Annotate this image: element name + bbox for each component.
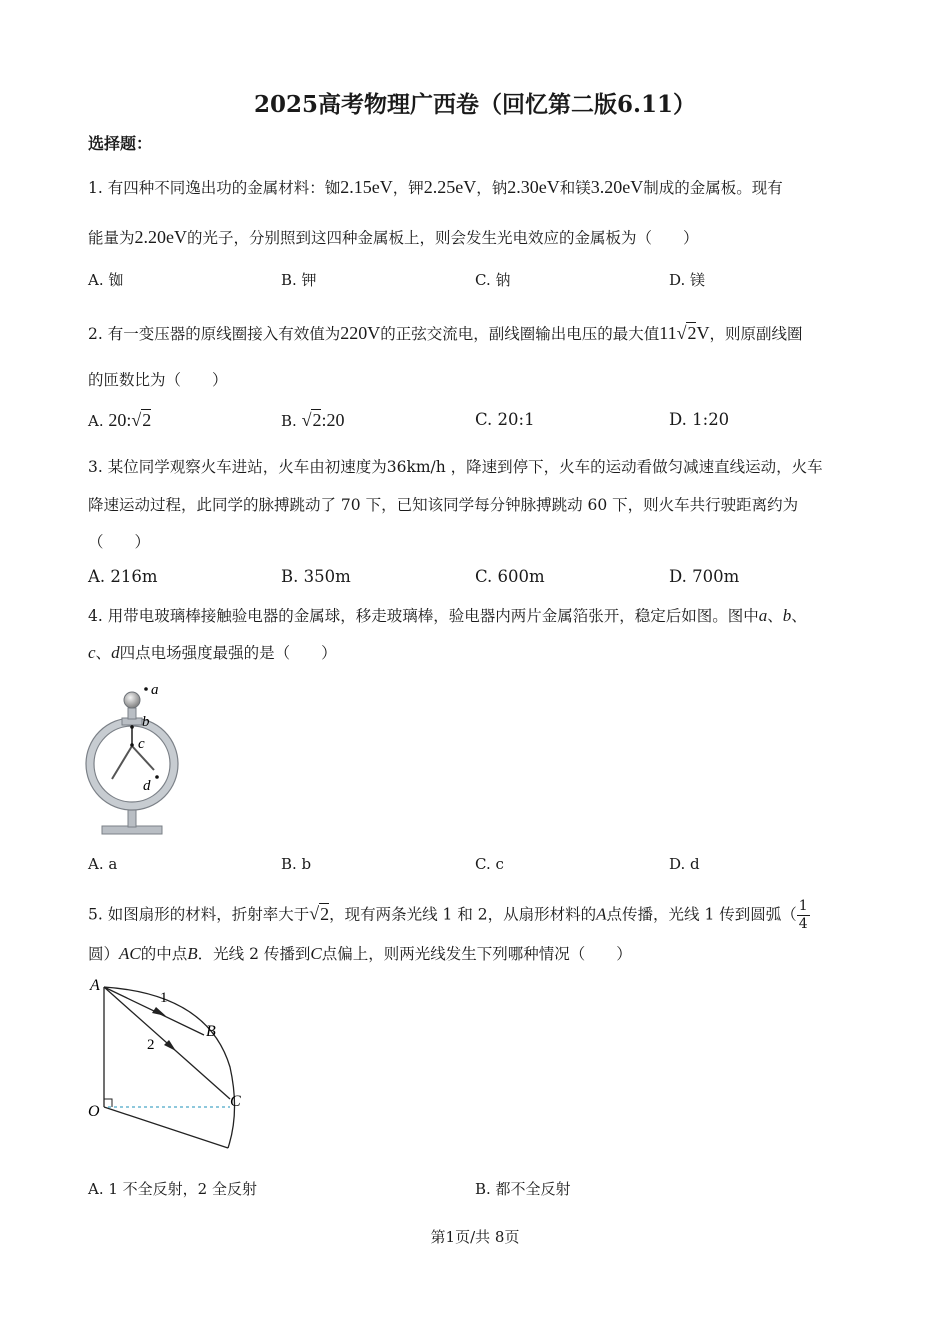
q1-option-d: D. 镁 bbox=[669, 271, 706, 289]
point-b bbox=[130, 725, 134, 729]
q4-option-c: C. c bbox=[475, 855, 504, 873]
q5-option-b: B. 都不全反射 bbox=[475, 1180, 571, 1198]
point-c bbox=[130, 743, 134, 747]
fig5-label-A: A bbox=[90, 977, 100, 994]
electroscope-figure bbox=[80, 680, 190, 840]
q1-line2: 能量为2.20eV的光子，分别照到这四种金属板上，则会发生光电效应的金属板为（ ） bbox=[88, 227, 699, 247]
fig5-label-B: B bbox=[206, 1023, 216, 1040]
label-a: a bbox=[151, 682, 159, 698]
q2-option-a: A. 20:√2 bbox=[88, 410, 152, 430]
page-footer: 第1页/共 8页 bbox=[430, 1228, 520, 1246]
q5-line1: 5. 如图扇形的材料，折射率大于√2，现有两条光线 1 和 2，从扇形材料的A点传播，光线 1 传到圆弧（ $\frac{1}{4}$ bbox=[88, 898, 808, 932]
q3-line2: 降速运动过程，此同学的脉搏跳动了 70 下，已知该同学每分钟脉搏跳动 60 下，则火车共行驶距离约为 bbox=[88, 496, 799, 514]
q3-option-b: B. 350m bbox=[281, 567, 351, 586]
q3-option-c: C. 600m bbox=[475, 567, 545, 586]
fig5-label-C: C bbox=[230, 1093, 241, 1110]
q4-line1: 4. 用带电玻璃棒接触验电器的金属球，移走玻璃棒，验电器内两片金属箔张开，稳定后如图。图中a、b、 bbox=[88, 606, 807, 625]
q4-option-d: D. d bbox=[669, 855, 700, 873]
q1-option-a: A. 铷 bbox=[88, 271, 124, 289]
q4-option-b: B. b bbox=[281, 855, 312, 873]
page-title: 2025高考物理广西卷（回忆第二版6.11） bbox=[253, 91, 697, 118]
fig5-label-O: O bbox=[88, 1103, 100, 1120]
label-b: b bbox=[142, 714, 150, 730]
point-d bbox=[155, 775, 159, 779]
label-d: d bbox=[143, 778, 151, 794]
q3-option-d: D. 700m bbox=[669, 567, 740, 586]
ray1-label: 1 bbox=[160, 990, 168, 1006]
q3-option-a: A. 216m bbox=[88, 567, 158, 586]
q2-line1: 2. 有一变压器的原线圈接入有效值为220V的正弦交流电，副线圈输出电压的最大值11√2V，则原副线圈 bbox=[88, 323, 803, 343]
ray2-label: 2 bbox=[147, 1037, 155, 1053]
q2-option-b: B. √2:20 bbox=[281, 410, 345, 430]
point-a bbox=[144, 687, 148, 691]
section-label: 选择题： bbox=[88, 134, 153, 153]
q1-line1: 1. 有四种不同逸出功的金属材料：铷2.15eV，钾2.25eV，钠2.30eV和镁3.20eV制成的金属板。现有 bbox=[88, 177, 783, 197]
label-c: c bbox=[138, 736, 145, 752]
q1-option-b: B. 钾 bbox=[281, 271, 317, 289]
q2-option-d: D. 1:20 bbox=[669, 410, 730, 429]
q4-option-a: A. a bbox=[88, 855, 118, 873]
q1-option-c: C. 钠 bbox=[475, 271, 511, 289]
sector-figure bbox=[80, 972, 260, 1162]
q5-option-a: A. 1 不全反射，2 全反射 bbox=[88, 1180, 257, 1198]
q3-line3: （ ） bbox=[88, 533, 151, 551]
q4-line2: c、d四点电场强度最强的是（ ） bbox=[88, 643, 337, 662]
q2-line2: 的匝数比为（ ） bbox=[88, 371, 228, 389]
q5-line2: 圆）AC的中点B．光线 2 传播到C点偏上，则两光线发生下列哪种情况（ ） bbox=[88, 944, 632, 963]
q2-option-c: C. 20:1 bbox=[475, 410, 535, 429]
q3-line1: 3. 某位同学观察火车进站，火车由初速度为36km/h ，降速到停下，火车的运动看做匀减速直线运动，火车 bbox=[88, 458, 823, 476]
